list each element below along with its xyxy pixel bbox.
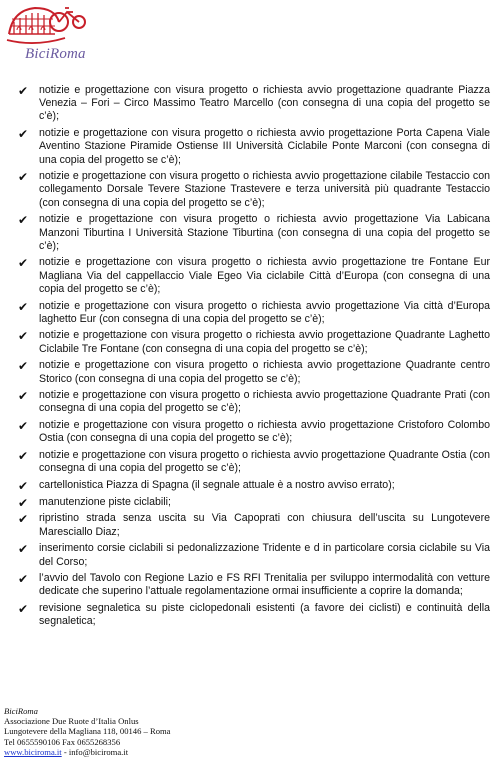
request-list	[18, 84, 490, 632]
list-item	[18, 512, 490, 538]
list-item-text: l’avvio del Tavolo con Regione Lazio e FS RFI Trenitalia per sviluppo intermodalità con vetture dedicate che superino l’attuale regolamentazione ormai insufficiente a coprire la domanda;	[39, 572, 490, 598]
checkmark-icon: ✔	[18, 359, 29, 374]
list-item	[18, 256, 490, 296]
checkmark-icon: ✔	[18, 449, 29, 464]
checkmark-icon: ✔	[18, 512, 29, 527]
checkmark-icon: ✔	[18, 84, 29, 98]
list-item-text: revisione segnaletica su piste ciclopedonali esistenti (a favore dei ciclisti) e continuità della segnaletica;	[39, 602, 490, 628]
colosseum-bicycle-logo-icon	[5, 0, 87, 50]
footer-separator: -	[61, 746, 69, 757]
list-item-text: notizie e progettazione con visura progetto o richiesta avvio progettazione Quadrante Laghetto Ciclabile Tre Fontane (con consegna di una copia del progetto se c’è);	[39, 329, 490, 355]
footer-organization: Associazione Due Ruote d’Italia Onlus	[4, 716, 139, 727]
list-item	[18, 572, 490, 598]
checkmark-icon: ✔	[18, 478, 29, 493]
list-item	[18, 542, 490, 568]
footer-phone: Tel 0655590106 Fax 0655268356	[4, 736, 121, 747]
list-item-text: notizie e progettazione con visura progetto o richiesta avvio progettazione Quadrante centro Storico (con consegna di una copia del progetto se c’è);	[39, 359, 490, 385]
checkmark-icon: ✔	[18, 495, 29, 510]
list-item	[18, 449, 490, 475]
checkmark-icon: ✔	[18, 299, 29, 314]
list-item	[18, 170, 490, 210]
list-item-text: notizie e progettazione con visura progetto o richiesta avvio progettazione Quadrante Ostia (con consegna di una copia del progetto se c’è);	[39, 449, 490, 475]
checkmark-icon: ✔	[18, 572, 29, 587]
checkmark-icon: ✔	[18, 542, 29, 557]
checkmark-icon: ✔	[18, 213, 29, 228]
list-item-text: notizie e progettazione con visura progetto o richiesta avvio progettazione Cristoforo Colombo Ostia (con consegna di una copia del progetto se c’è);	[39, 419, 490, 445]
list-item-text: manutenzione piste ciclabili;	[39, 495, 171, 508]
list-item-text: cartellonistica Piazza di Spagna (il segnale attuale è a nostro avviso errato);	[39, 478, 395, 491]
list-item	[18, 479, 490, 492]
footer-contact	[4, 706, 171, 757]
footer-brand: BiciRoma	[4, 706, 38, 716]
footer-address: Lungotevere della Magliana 118, 00146 – Roma	[4, 726, 171, 737]
checkmark-icon: ✔	[18, 127, 29, 142]
list-item-text: notizie e progettazione con visura progetto o richiesta avvio progettazione Via città d’Europa laghetto Eur (con consegna di una copia del progetto se c’è);	[39, 299, 490, 325]
list-item-text: notizie e progettazione con visura progetto o richiesta avvio progettazione quadrante Piazza Venezia – Fori – Circo Massimo Teatro Marcello (con consegna di una copia del progetto se c’è);	[39, 84, 490, 123]
list-item-text: notizie e progettazione con visura progetto o richiesta avvio progettazione Porta Capena Viale Aventino Stazione Piramide Ostiense III Università Ciclabile Ponte Marconi (con consegna di una copia del progetto se c’è);	[39, 127, 490, 166]
list-item-text: notizie e progettazione con visura progetto o richiesta avvio progettazione cilabile Testaccio con collegamento Dorsale Tevere Stazione Trastevere e terza università più quadrante Testaccio (con consegna di una copia del progetto se c’è);	[39, 170, 490, 209]
list-item-text: notizie e progettazione con visura progetto o richiesta avvio progettazione Quadrante Prati (con consegna di una copia del progetto se c’è);	[39, 389, 490, 415]
website-link[interactable]: www.biciroma.it	[4, 746, 62, 757]
logo-text: BiciRoma	[25, 46, 86, 62]
list-item	[18, 127, 490, 167]
list-item-text: ripristino strada senza uscita su Via Capoprati con chiusura dell’uscita su Lungotevere Maresciallo Diaz;	[39, 512, 490, 538]
list-item	[18, 84, 490, 124]
checkmark-icon: ✔	[18, 602, 29, 617]
checkmark-icon: ✔	[18, 170, 29, 185]
biciroma-logo	[5, 0, 87, 68]
footer-links	[4, 747, 171, 757]
checkmark-icon: ✔	[18, 256, 29, 271]
list-item	[18, 213, 490, 253]
checkmark-icon: ✔	[18, 329, 29, 344]
list-item	[18, 419, 490, 445]
list-item	[18, 329, 490, 355]
email-address: info@biciroma.it	[68, 746, 129, 757]
list-item	[18, 496, 490, 509]
list-item	[18, 602, 490, 628]
list-item	[18, 389, 490, 415]
list-item-text: notizie e progettazione con visura progetto o richiesta avvio progettazione Via Labicana Manzoni Tiburtina I Università Stazione Tiburtina (con consegna di una copia del progetto se c’è);	[39, 213, 490, 252]
list-item-text: inserimento corsie ciclabili si pedonalizzazione Tridente e d in particolare corsia ciclabile su Via del Corso;	[39, 542, 490, 568]
list-item	[18, 300, 490, 326]
checkmark-icon: ✔	[18, 389, 29, 404]
list-item-text: notizie e progettazione con visura progetto o richiesta avvio progettazione tre Fontane Eur Magliana Via del cappellaccio Viale Egeo Via ciclabile Città d’Europa (con consegna di una copia del progetto se c’è);	[39, 256, 490, 295]
list-item	[18, 359, 490, 385]
checkmark-icon: ✔	[18, 419, 29, 434]
